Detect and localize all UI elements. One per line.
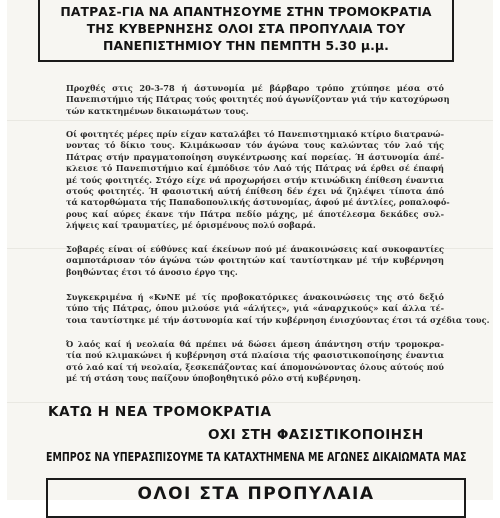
paragraph-5: [66, 339, 444, 385]
paper-crease: [7, 402, 493, 403]
text-line: βοηθώντας έτσι τό άνοσιο έργο της.: [66, 266, 238, 277]
text-line: νοντας τό δίκιο τους. Κλιμάκωσαν τόν άγώνα τους καλώντας τόν λαό τής: [66, 140, 444, 151]
headline-line-3: ΠΑΝΕΠΙΣΤΗΜΙΟΥ ΤΗΝ ΠΕΜΠΤΗ 5.30 μ.μ.: [103, 38, 389, 53]
text-line: σαμποτάρισαν τόν άγώνα τών φοιτητών καί ταυτίστηκαν μέ τήν κυβέρνηση: [66, 255, 444, 266]
paragraph-4: [66, 292, 490, 326]
slogan-2: ΟΧΙ ΣΤΗ ΦΑΣΙΣΤΙΚΟΠΟΙΗΣΗ: [208, 427, 424, 443]
text-line: ρους καί αύρες έκανε τήν Πάτρα πεδίο μάχης, μέ άποτέλεσμα δεκάδες συλ-: [66, 208, 444, 219]
text-line: μέ τούς φοιτητές. Στόχο είχε νά προχωρήσει στήν κτινώδικη έπίθεση έναντια: [66, 174, 444, 185]
paragraph-1: [66, 83, 450, 117]
text-line: Σοβαρές είναι οί εύθύνες καί έκείνων πού μέ άνακοινώσεις καί συκοφαντίες: [66, 244, 444, 254]
paragraph-2: [66, 129, 450, 232]
text-line: Πανεπιστήμιο τής Πάτρας τούς φοιτητές πού άγωνίζονταν γιά τήν κατοχύρωση: [66, 94, 450, 105]
call-to-action-box: [46, 478, 466, 518]
text-line: τοια ταυτίστηκε μέ τήν άστυνομία καί τήν κυβέρνηση ένισχύοντας έτσι τά σχέδια τους.: [66, 314, 490, 325]
text-line: μέ τή στάση τους παίζουν ύποβοηθητικό ρόλο στή κυβέρνηση.: [66, 373, 361, 384]
text-line: Ό λαός καί ή νεολαία θά πρέπει νά δώσει άμεση άπάντηση στήν τρομοκρα-: [66, 339, 444, 349]
text-line: στό λαό καί τή νεολαία, ξεσκεπάζοντας καί άπομονώνοντας όλους αύτούς πού: [66, 361, 444, 372]
text-line: τών κατκτημένων δικαιωμάτων τους.: [66, 105, 249, 116]
headline-line-2: ΤΗΣ ΚΥΒΕΡΝΗΣΗΣ ΟΛΟΙ ΣΤΑ ΠΡΟΠΥΛΑΙΑ ΤΟΥ: [86, 21, 406, 36]
paper-crease: [7, 120, 493, 121]
call-to-action-text: ΟΛΟΙ ΣΤΑ ΠΡΟΠΥΛΑΙΑ: [137, 484, 375, 504]
text-line: στούς φοιτητές. Ή φασιστική αύτή έπίθεση δέν έχει νά ζηλέψει τίποτα άπό: [66, 186, 444, 197]
text-line: Πάτρας στήν πραγματοποίηση συγκέντρωσης καί πορείας. Ή άστυνομία άπέ-: [66, 151, 444, 162]
text-line: τία πού κλιμακώνει ή κυβέρνηση στά πλαίσια τής φασιστικοποίησης έναντια: [66, 350, 444, 361]
text-line: Συγκεκριμένα ή «ΚνΝΕ μέ τίς προβοκατόρικες άνακοινώσεις της στό δεξιό: [66, 292, 444, 302]
headline-line-1: ΠΑΤΡΑΣ-ΓΙΑ ΝΑ ΑΠΑΝΤΗΣΟΥΜΕ ΣΤΗΝ ΤΡΟΜΟΚΡΑΤΙΑ: [60, 4, 432, 19]
text-line: λήψεις καί τραυματίες, μέ όρισμένους πολύ σοβαρά.: [66, 220, 316, 231]
text-line: τά κατορθώματα τής Παπαδοπουλικής άστυνομίας, άφού μέ άντλίες, ροπαλοφό-: [66, 197, 450, 208]
slogan-3: ΕΜΠΡΟΣ ΝΑ ΥΠΕΡΑΣΠΙΣΟΥΜΕ ΤΑ ΚΑΤΑΧΤΗΜΕΝΑ ΜΕ ΑΓΩΝΕΣ ΔΙΚΑΙΩΜΑΤΑ ΜΑΣ: [46, 450, 467, 465]
text-line: Προχθές στις 20-3-78 ή άστυνομία μέ βάρβαρο τρόπο χτύπησε μέσα στό: [66, 83, 444, 93]
headline-box: [38, 0, 454, 62]
text-line: Οί φοιτητές μέρες πρίν είχαν καταλάβει τό Πανεπιστημιακό κτίριο διατρανώ-: [66, 129, 444, 139]
paragraph-3: [66, 244, 444, 278]
text-line: κλεισε τό Πανεπιστήμιο καί έμπόδισε τόν Λαό τής Πάτρας νά έρθει σέ έπαφή: [66, 163, 444, 174]
slogan-1: ΚΑΤΩ Η ΝΕΑ ΤΡΟΜΟΚΡΑΤΙΑ: [48, 404, 272, 420]
text-line: τύπο τής Πάτρας, όπου μιλούσε γιά «άλήτες», γιά «άναρχικούς» καί άλλα τέ-: [66, 303, 444, 314]
